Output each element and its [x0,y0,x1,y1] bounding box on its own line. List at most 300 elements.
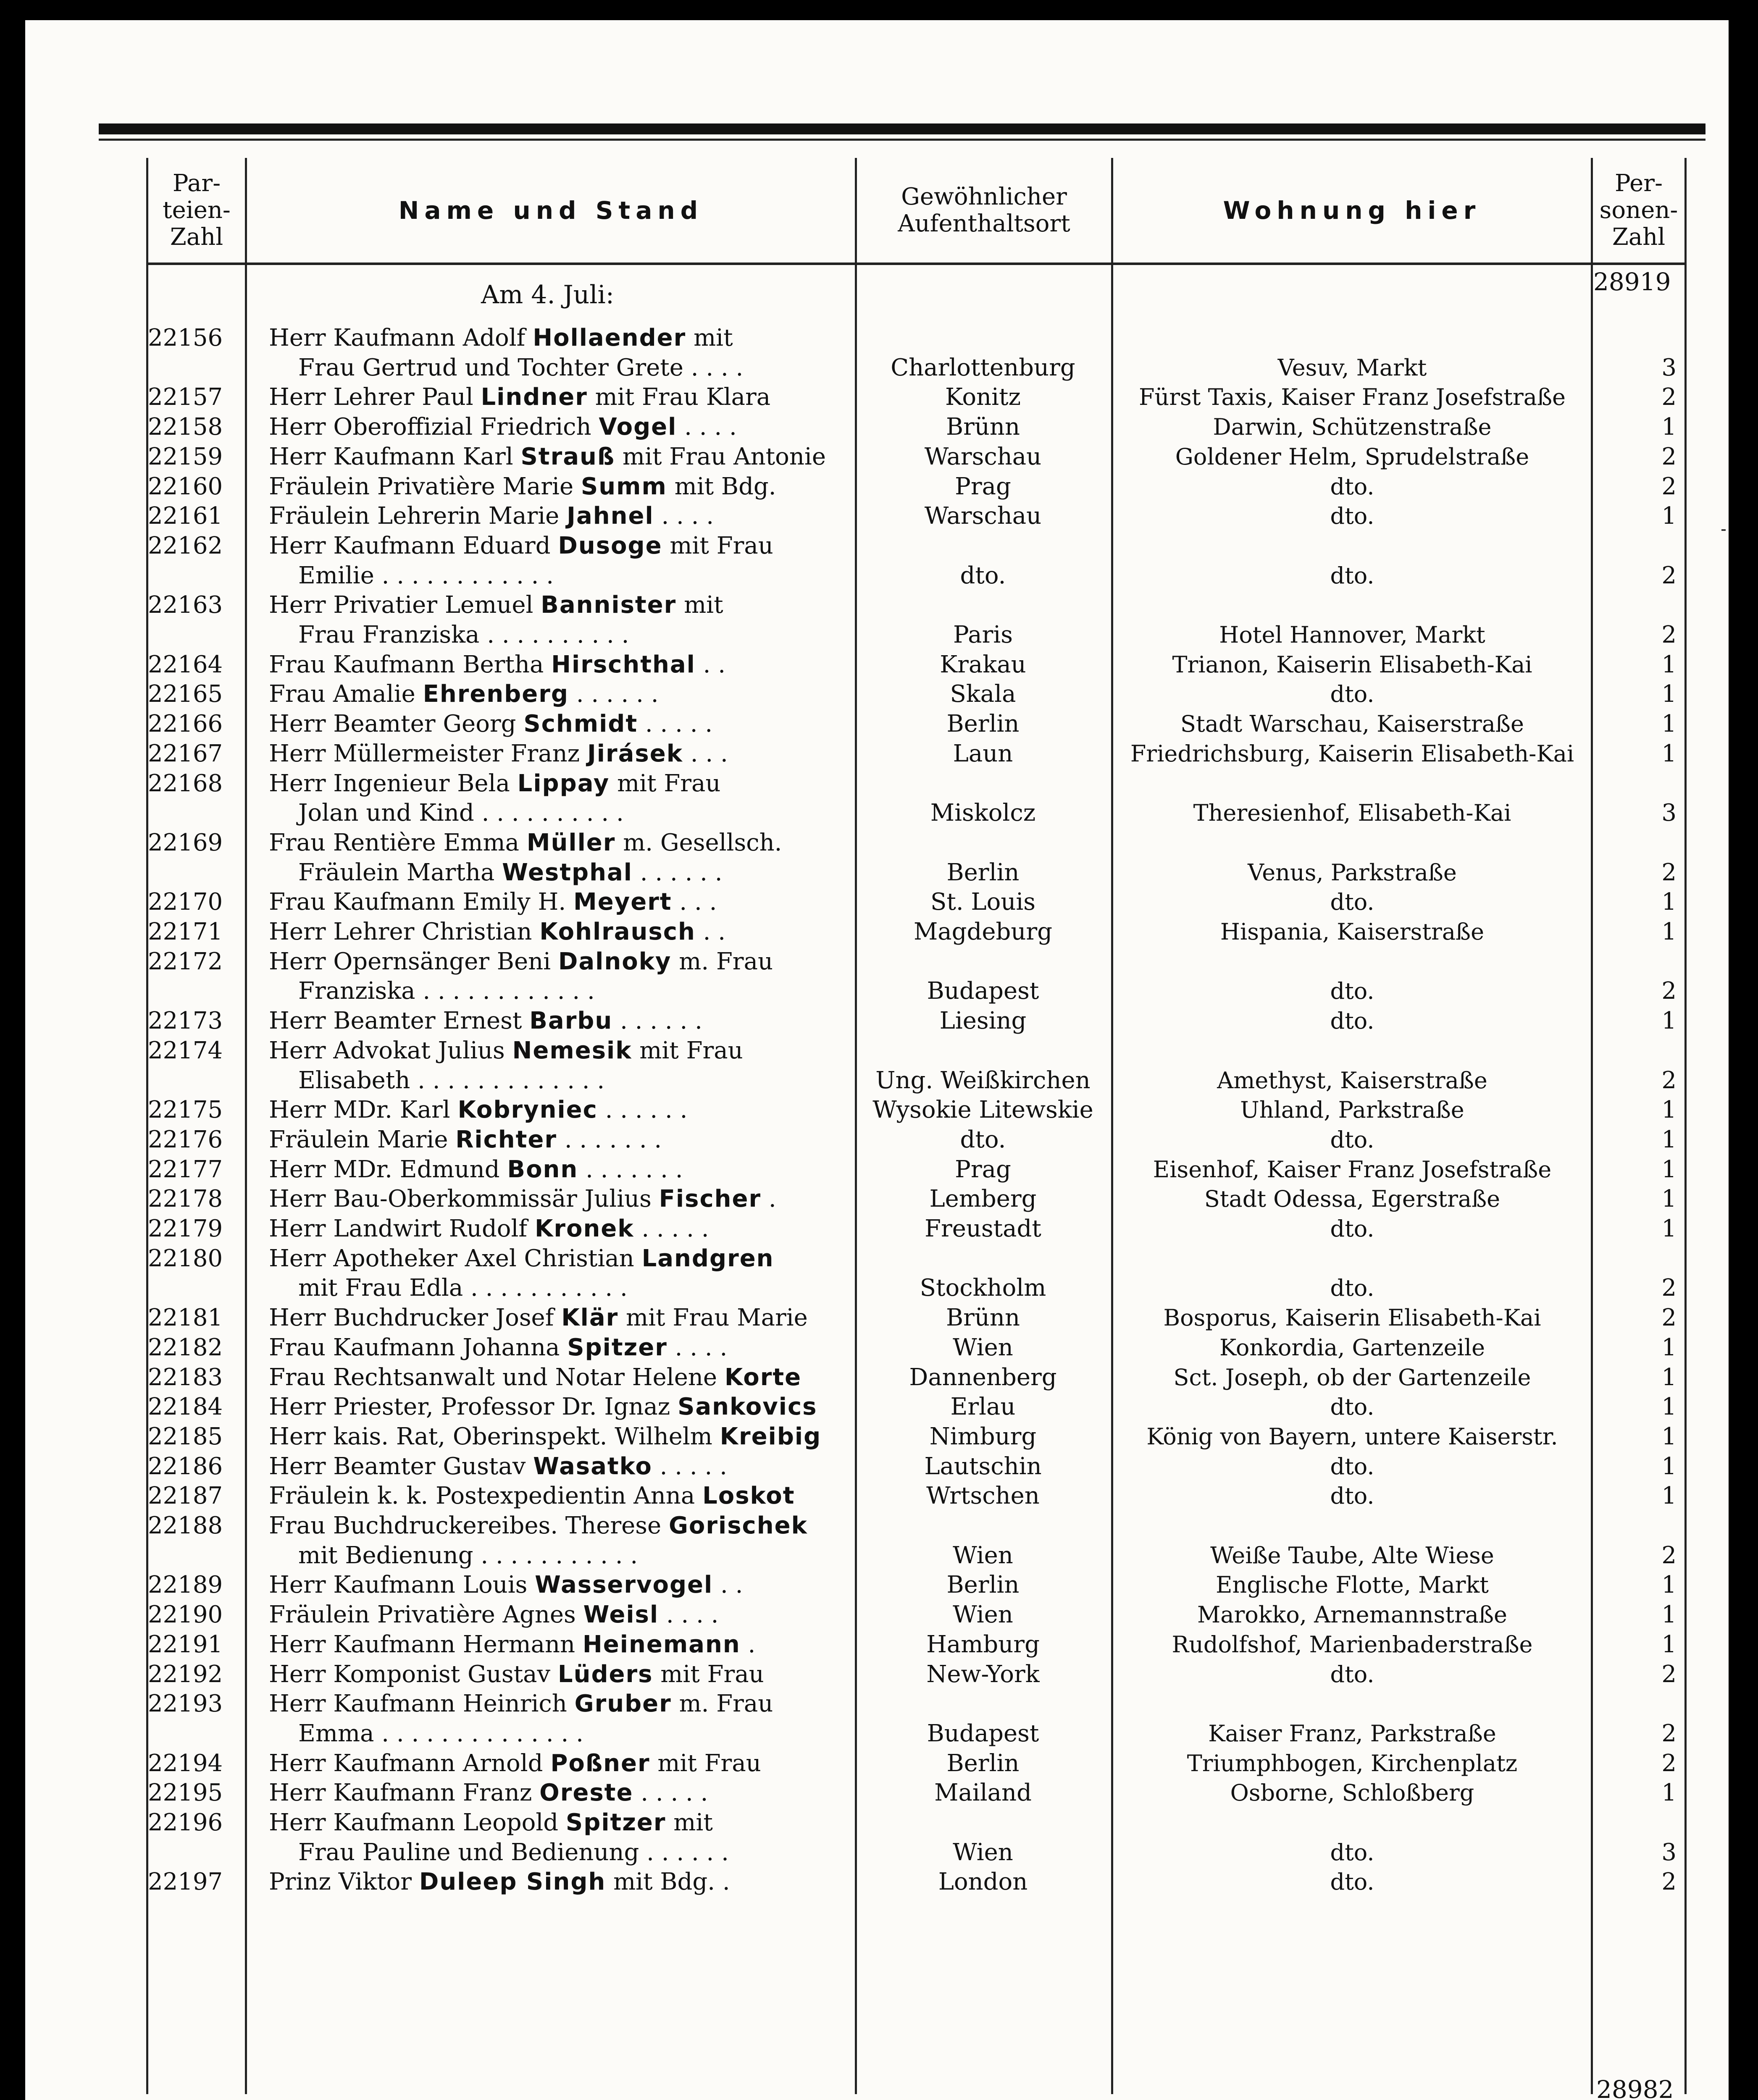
guest-surname: Strauß [520,443,615,470]
guest-name [269,976,844,1006]
guest-surname: Müller [526,829,616,856]
person-count: 3 [1661,799,1677,827]
person-count: 2 [1661,1541,1677,1569]
guest-name [269,1066,844,1095]
residence: Amethyst, Kaiserstraße [1217,1067,1487,1094]
guest-name [269,442,844,472]
guest-title: Herr Lehrer Christian [269,918,540,945]
guest-surname: Lüders [557,1660,653,1688]
guest-name [269,1600,844,1630]
party-number: 22175 [148,1096,223,1124]
origin-place: Charlottenburg [891,354,1075,381]
guest-title: mit Frau Edla . . . . . . . . . . . [298,1274,628,1302]
party-number: 22189 [148,1571,223,1599]
origin-place: Erlau [950,1393,1016,1421]
residence: dto. [1330,889,1374,916]
guest-name [269,769,844,798]
guest-surname: Spitzer [565,1809,666,1836]
guest-title: Herr Kaufmann Eduard [269,532,558,559]
guest-suffix: . . . . [659,1601,719,1629]
person-count: 1 [1661,1452,1677,1480]
table-row [0,1422,1758,1452]
guest-title: Frau Buchdruckereibes. Therese [269,1512,669,1539]
person-count: 1 [1661,1571,1677,1599]
residence: dto. [1330,473,1374,500]
guest-suffix: mit [666,1809,713,1836]
table-row [0,917,1758,947]
guest-surname: Summ [581,472,667,500]
party-number: 22187 [148,1482,223,1510]
origin-place: Berlin [946,710,1020,738]
guest-name [269,650,844,680]
party-number: 22172 [148,948,223,975]
person-count: 1 [1661,651,1677,678]
table-row [0,472,1758,501]
guest-suffix: mit Frau [653,1660,764,1688]
residence: dto. [1330,1839,1374,1866]
table-row [0,1303,1758,1333]
guest-name [269,917,844,947]
guest-suffix: . . . . . . . [578,1155,683,1183]
guest-title: Herr Privatier Lemuel [269,591,541,619]
residence: dto. [1330,1126,1374,1153]
table-row [0,798,1758,828]
origin-place: Freustadt [925,1215,1041,1242]
person-count: 3 [1661,354,1677,381]
origin-place: Nimburg [929,1423,1037,1450]
residence: dto. [1330,681,1374,708]
party-number: 22168 [148,769,223,797]
guest-surname: Oreste [539,1779,633,1807]
party-number: 22183 [148,1363,223,1391]
guest-surname: Hollaender [533,324,686,352]
party-number: 22197 [148,1868,223,1896]
person-count: 2 [1661,1868,1677,1896]
guest-name [269,680,844,709]
table-row [0,1006,1758,1036]
residence: dto. [1330,562,1374,589]
party-number: 22159 [148,443,223,470]
guest-surname: Westphal [502,858,633,886]
table-row [0,1511,1758,1541]
table-row [0,1689,1758,1719]
table-row [0,591,1758,620]
guest-surname: Dalnoky [558,948,672,975]
guest-surname: Kronek [534,1215,634,1242]
guest-suffix: mit Frau [632,1037,743,1064]
guest-name [269,1006,844,1036]
table-row [0,1808,1758,1838]
guest-surname: Ehrenberg [423,680,569,708]
guest-title: Herr Kaufmann Franz [269,1779,540,1807]
guest-title: Herr Komponist Gustav [269,1660,558,1688]
table-row [0,442,1758,472]
residence: Bosporus, Kaiserin Elisabeth-Kai [1163,1305,1541,1331]
party-number: 22171 [148,918,223,945]
guest-surname: Kohlrausch [539,918,696,945]
guest-title: Herr Priester, Professor Dr. Ignaz [269,1393,678,1421]
guest-suffix: m. Frau [671,1690,773,1718]
guest-title: Fräulein Privatière Marie [269,472,581,500]
table-row [0,353,1758,383]
table-row [0,620,1758,650]
guest-title: Herr Ingenieur Bela [269,769,518,797]
person-count: 1 [1661,740,1677,767]
party-number: 22173 [148,1007,223,1035]
guest-name [269,1867,844,1897]
guest-surname: Spitzer [567,1334,667,1361]
table-row [0,680,1758,709]
origin-place: New-York [926,1660,1040,1688]
person-count: 1 [1661,1423,1677,1450]
guest-surname: Jahnel [567,502,654,530]
origin-place: Prag [955,1155,1011,1183]
person-count: 1 [1661,1007,1677,1035]
guest-suffix: . . [695,651,726,678]
guest-surname: Richter [455,1126,557,1153]
origin-place: Laun [953,740,1013,767]
residence: Vesuv, Markt [1277,354,1427,381]
residence: Theresienhof, Elisabeth-Kai [1193,800,1511,827]
guest-name [269,1363,844,1392]
table-row [0,1600,1758,1630]
table-row [0,383,1758,412]
table-row [0,1363,1758,1392]
table-row [0,1778,1758,1808]
guest-suffix: mit Frau [610,769,721,797]
party-number: 22161 [148,502,223,530]
guest-surname: Kobryniec [457,1096,598,1124]
guest-suffix: . . [695,918,726,945]
guest-name [269,1541,844,1570]
party-number: 22188 [148,1512,223,1539]
residence: dto. [1330,1661,1374,1688]
table-row [0,501,1758,531]
party-number: 22176 [148,1126,223,1153]
guest-suffix: mit Frau Klara [587,383,771,411]
guest-name [269,1808,844,1838]
guest-suffix: . . . . . . [612,1007,702,1035]
person-count: 2 [1661,621,1677,648]
guest-name [269,1689,844,1719]
residence: dto. [1330,1008,1374,1034]
residence: dto. [1330,1215,1374,1242]
person-count: 1 [1661,888,1677,916]
guest-name [269,1333,844,1362]
guest-surname: Poßner [550,1749,650,1777]
guest-title: Elisabeth . . . . . . . . . . . . . [298,1066,605,1094]
guest-title: Fräulein Marie [269,1126,456,1153]
person-count: 1 [1661,918,1677,945]
guest-name [269,1125,844,1155]
party-number: 22190 [148,1601,223,1629]
guest-title: Jolan und Kind . . . . . . . . . . [298,799,624,827]
residence: Stadt Warschau, Kaiserstraße [1180,711,1524,738]
guest-surname: Sankovics [678,1393,817,1421]
person-count: 1 [1661,1630,1677,1658]
guest-name [269,1036,844,1066]
origin-place: dto. [960,562,1006,589]
guest-surname: Barbu [529,1007,613,1035]
party-number: 22166 [148,710,223,738]
guest-name [269,1452,844,1481]
header-origin: Gewöhnlicher Aufenthaltsort [898,183,1070,237]
origin-place: Lautschin [924,1452,1042,1480]
guest-name [269,1214,844,1244]
header-name: Name und Stand [398,196,704,225]
guest-surname: Klär [561,1304,619,1332]
person-count: 2 [1661,1304,1677,1332]
origin-place: Wrtschen [926,1482,1040,1510]
origin-place: Wien [953,1541,1013,1569]
person-count: 2 [1661,977,1677,1005]
residence: Venus, Parkstraße [1248,859,1457,886]
origin-place: Liesing [939,1007,1027,1035]
guest-title: Frau Franziska . . . . . . . . . . [298,621,629,648]
guest-title: Frau Kaufmann Bertha [269,651,552,678]
guest-title: Frau Rentière Emma [269,829,527,856]
person-count: 1 [1661,1334,1677,1361]
guest-suffix: . . . . . . [597,1096,688,1124]
guest-title: Herr MDr. Edmund [269,1155,507,1183]
origin-place: Ung. Weißkirchen [875,1066,1091,1094]
person-count: 1 [1661,1185,1677,1213]
party-number: 22164 [148,651,223,678]
guest-suffix: m. Frau [671,948,773,975]
guest-title: Frau Kaufmann Emily H. [269,888,573,916]
person-count: 1 [1661,680,1677,708]
party-number: 22156 [148,324,223,352]
guest-suffix: . . . . . . . [557,1126,662,1153]
party-number: 22157 [148,383,223,411]
guest-name [269,591,844,620]
guest-surname: Gruber [574,1690,672,1718]
guest-title: Emma . . . . . . . . . . . . . . [298,1719,583,1747]
origin-place: Wysokie Litewskie [872,1096,1093,1124]
guest-suffix: . . . . . . [568,680,659,708]
guest-surname: Fischer [659,1185,762,1213]
guest-suffix: mit Bdg. . [606,1868,730,1896]
origin-place: Lemberg [929,1185,1037,1213]
table-row [0,1244,1758,1273]
origin-place: Berlin [946,858,1020,886]
guest-suffix: . . . . . [652,1452,727,1480]
person-count: 3 [1661,1838,1677,1866]
table-row [0,1867,1758,1897]
guest-surname: Lippay [517,769,610,797]
guest-surname: Meyert [573,888,672,916]
table-row [0,1481,1758,1511]
table-row [0,828,1758,858]
guest-surname: Gorischek [668,1512,808,1539]
residence: dto. [1330,1394,1374,1420]
table-row [0,650,1758,680]
residence: Goldener Helm, Sprudelstraße [1175,443,1529,470]
origin-place: London [938,1868,1028,1896]
origin-place: Wien [953,1601,1013,1629]
guest-name [269,501,844,531]
guest-name [269,353,844,383]
guest-title: Herr Apotheker Axel Christian [269,1244,642,1272]
person-count: 2 [1661,383,1677,411]
table-row [0,739,1758,769]
party-number: 22179 [148,1215,223,1242]
guest-title: Frau Amalie [269,680,423,708]
residence: König von Bayern, untere Kaiserstr. [1146,1423,1558,1450]
guest-suffix: . . . . [677,413,737,441]
person-count: 1 [1661,1601,1677,1629]
guest-surname: Nemesik [512,1037,632,1064]
origin-place: Warschau [924,502,1042,530]
party-number: 22169 [148,829,223,856]
table-row [0,1838,1758,1867]
party-number: 22162 [148,532,223,559]
guest-title: Herr Kaufmann Karl [269,443,521,470]
residence: dto. [1330,1453,1374,1480]
person-count: 2 [1661,1719,1677,1747]
residence: dto. [1330,503,1374,530]
guest-name [269,828,844,858]
guest-suffix: . . . . [654,502,714,530]
origin-place: Brünn [946,413,1020,441]
table-row [0,1125,1758,1155]
party-number: 22195 [148,1779,223,1807]
table-row [0,858,1758,887]
residence: dto. [1330,1483,1374,1509]
guest-title: Herr Lehrer Paul [269,383,481,411]
guest-title: Herr Kaufmann Louis [269,1571,535,1599]
guest-name [269,412,844,442]
guest-title: Prinz Viktor [269,1868,419,1896]
person-count: 2 [1661,1749,1677,1777]
residence: Rudolfshof, Marienbaderstraße [1172,1631,1533,1658]
guest-title: Herr Beamter Ernest [269,1007,530,1035]
table-row [0,1570,1758,1600]
party-number: 22165 [148,680,223,708]
table-row [0,1541,1758,1570]
guest-name [269,798,844,828]
residence: Hispania, Kaiserstraße [1220,919,1485,945]
origin-place: Paris [953,621,1013,648]
person-count: 1 [1661,1393,1677,1421]
residence: dto. [1330,1869,1374,1895]
guest-name [269,1511,844,1541]
guest-surname: Loskot [702,1482,795,1510]
guest-title: Herr Kaufmann Hermann [269,1630,583,1658]
table-row [0,1749,1758,1778]
residence: Eisenhof, Kaiser Franz Josefstraße [1153,1156,1552,1183]
guest-title: Herr MDr. Karl [269,1096,458,1124]
residence: Triumphbogen, Kirchenplatz [1187,1750,1518,1777]
guest-surname: Bonn [507,1155,578,1183]
person-count: 1 [1661,710,1677,738]
residence: Konkordia, Gartenzeile [1219,1334,1485,1361]
party-number: 22167 [148,740,223,767]
residence: Darwin, Schützenstraße [1213,414,1492,441]
guest-name [269,561,844,591]
guest-surname: Hirschthal [551,651,696,678]
person-count: 1 [1661,1096,1677,1124]
guest-name [269,709,844,739]
residence: Stadt Odessa, Egerstraße [1204,1186,1500,1213]
total-carried: 28919 [1593,268,1671,296]
residence: Marokko, Arnemannstraße [1197,1601,1508,1628]
residence: Englische Flotte, Markt [1216,1572,1489,1599]
person-count: 2 [1661,1274,1677,1302]
residence: Kaiser Franz, Parkstraße [1208,1720,1496,1747]
guest-suffix: . . . [683,740,728,767]
guest-title: Fräulein Lehrerin Marie [269,502,567,530]
guest-surname: Dusoge [558,532,662,559]
guest-surname: Korte [724,1363,802,1391]
origin-place: St. Louis [930,888,1036,916]
table-row [0,531,1758,561]
header-count: Per- sonen- Zahl [1599,169,1678,251]
person-count: 1 [1661,1126,1677,1153]
guest-surname: Bannister [541,591,677,619]
party-number: 22182 [148,1334,223,1361]
residence: dto. [1330,1275,1374,1302]
guest-suffix: . . . . [667,1334,728,1361]
residence: dto. [1330,978,1374,1005]
guest-name [269,1392,844,1422]
table-row [0,1184,1758,1214]
party-number: 22185 [148,1423,223,1450]
table-row [0,1036,1758,1066]
guest-name [269,739,844,769]
residence: Weiße Taube, Alte Wiese [1210,1542,1494,1569]
guest-title: Herr Buchdrucker Josef [269,1304,562,1332]
guest-name [269,383,844,412]
guest-title: Fräulein k. k. Postexpedientin Anna [269,1482,703,1510]
party-number: 22186 [148,1452,223,1480]
table-row [0,887,1758,917]
guest-suffix: . . . . . [638,710,713,738]
party-number: 22194 [148,1749,223,1777]
origin-place: Stockholm [920,1274,1046,1302]
guest-name [269,947,844,976]
table-row [0,1392,1758,1422]
guest-title: Herr Müllermeister Franz [269,740,587,767]
header-residence: Wohnung hier [1223,196,1481,225]
guest-suffix: . . [713,1571,743,1599]
section-date: Am 4. Juli: [481,280,614,310]
person-count: 1 [1661,413,1677,441]
guest-title: Frau Rechtsanwalt und Notar Helene [269,1363,725,1391]
guest-title: Herr Beamter Georg [269,710,524,738]
page-mark [1721,529,1726,531]
residence: Fürst Taxis, Kaiser Franz Josefstraße [1138,384,1566,411]
guest-title: Herr Kaufmann Arnold [269,1749,551,1777]
origin-place: Dannenberg [909,1363,1057,1391]
guest-title: Herr Opernsänger Beni [269,948,558,975]
guest-name [269,1660,844,1689]
person-count: 2 [1661,562,1677,589]
guest-title: Herr Kaufmann Leopold [269,1809,566,1836]
person-count: 2 [1661,1660,1677,1688]
guest-title: Herr Kaufmann Adolf [269,324,533,352]
person-count: 2 [1661,443,1677,470]
party-number: 22177 [148,1155,223,1183]
guest-name [269,1273,844,1303]
person-count: 1 [1661,1363,1677,1391]
origin-place: Konitz [945,383,1021,411]
guest-name [269,323,844,353]
guest-name [269,1422,844,1452]
origin-place: Warschau [924,443,1042,470]
origin-place: Skala [950,680,1016,708]
guest-suffix: . [761,1185,776,1213]
